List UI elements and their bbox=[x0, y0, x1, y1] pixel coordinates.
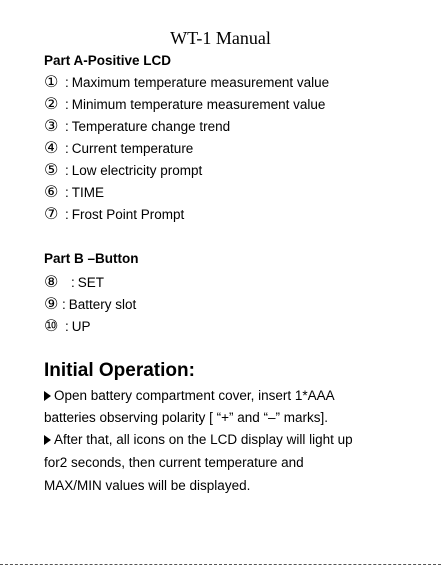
item-separator: : bbox=[65, 206, 69, 222]
item-text: UP bbox=[71, 318, 91, 334]
item-text: Temperature change trend bbox=[71, 118, 231, 134]
part-a-heading: Part A-Positive LCD bbox=[44, 53, 172, 68]
item-separator: : bbox=[65, 96, 69, 112]
part-a-item-2 bbox=[44, 96, 325, 112]
operation-line-3 bbox=[44, 432, 353, 447]
operation-text: Open battery compartment cover, insert 1*AAA bbox=[54, 388, 335, 403]
circled-number-6: ⑥ bbox=[44, 182, 59, 201]
operation-line-1 bbox=[44, 388, 335, 403]
circled-number-3: ③ bbox=[44, 116, 59, 135]
part-b-item-8 bbox=[44, 274, 104, 290]
part-a-item-5 bbox=[44, 162, 202, 178]
item-text: TIME bbox=[71, 184, 105, 200]
circled-number-1: ① bbox=[44, 72, 59, 91]
item-separator: : bbox=[65, 140, 69, 156]
bullet-triangle-icon bbox=[44, 435, 51, 445]
item-text: Battery slot bbox=[68, 296, 137, 312]
circled-number-10: ⑩ bbox=[44, 316, 59, 335]
operation-line-4: for2 seconds, then current temperature and bbox=[44, 455, 304, 470]
item-separator: : bbox=[65, 118, 69, 134]
initial-operation-heading: Initial Operation: bbox=[44, 360, 195, 381]
part-a-item-4 bbox=[44, 140, 193, 156]
item-text: Maximum temperature measurement value bbox=[71, 74, 330, 90]
operation-text: After that, all icons on the LCD display will light up bbox=[54, 432, 353, 447]
circled-number-4: ④ bbox=[44, 138, 59, 157]
part-a-item-7 bbox=[44, 206, 184, 222]
part-a-item-3 bbox=[44, 118, 230, 134]
item-separator: : bbox=[62, 296, 66, 312]
operation-line-5: MAX/MIN values will be displayed. bbox=[44, 478, 251, 493]
circled-number-8: ⑧ bbox=[44, 272, 59, 291]
item-separator: : bbox=[65, 162, 69, 178]
part-b-item-9 bbox=[44, 296, 136, 312]
part-a-item-1 bbox=[44, 74, 329, 90]
item-text: Frost Point Prompt bbox=[71, 206, 185, 222]
page-bottom-rule bbox=[0, 564, 441, 565]
circled-number-9: ⑨ bbox=[44, 294, 59, 313]
circled-number-2: ② bbox=[44, 94, 59, 113]
item-separator: : bbox=[65, 318, 69, 334]
item-separator: : bbox=[71, 274, 75, 290]
item-text: Minimum temperature measurement value bbox=[71, 96, 326, 112]
item-text: Low electricity prompt bbox=[71, 162, 203, 178]
circled-number-5: ⑤ bbox=[44, 160, 59, 179]
part-b-item-10 bbox=[44, 318, 91, 334]
page-title: WT-1 Manual bbox=[170, 28, 271, 48]
operation-line-2: batteries observing polarity [ “+” and “–” marks]. bbox=[44, 410, 328, 425]
item-separator: : bbox=[65, 184, 69, 200]
part-a-item-6 bbox=[44, 184, 104, 200]
item-text: SET bbox=[77, 274, 105, 290]
bullet-triangle-icon bbox=[44, 391, 51, 401]
circled-number-7: ⑦ bbox=[44, 204, 59, 223]
item-text: Current temperature bbox=[71, 140, 194, 156]
item-separator: : bbox=[65, 74, 69, 90]
part-b-heading: Part B –Button bbox=[44, 251, 139, 266]
